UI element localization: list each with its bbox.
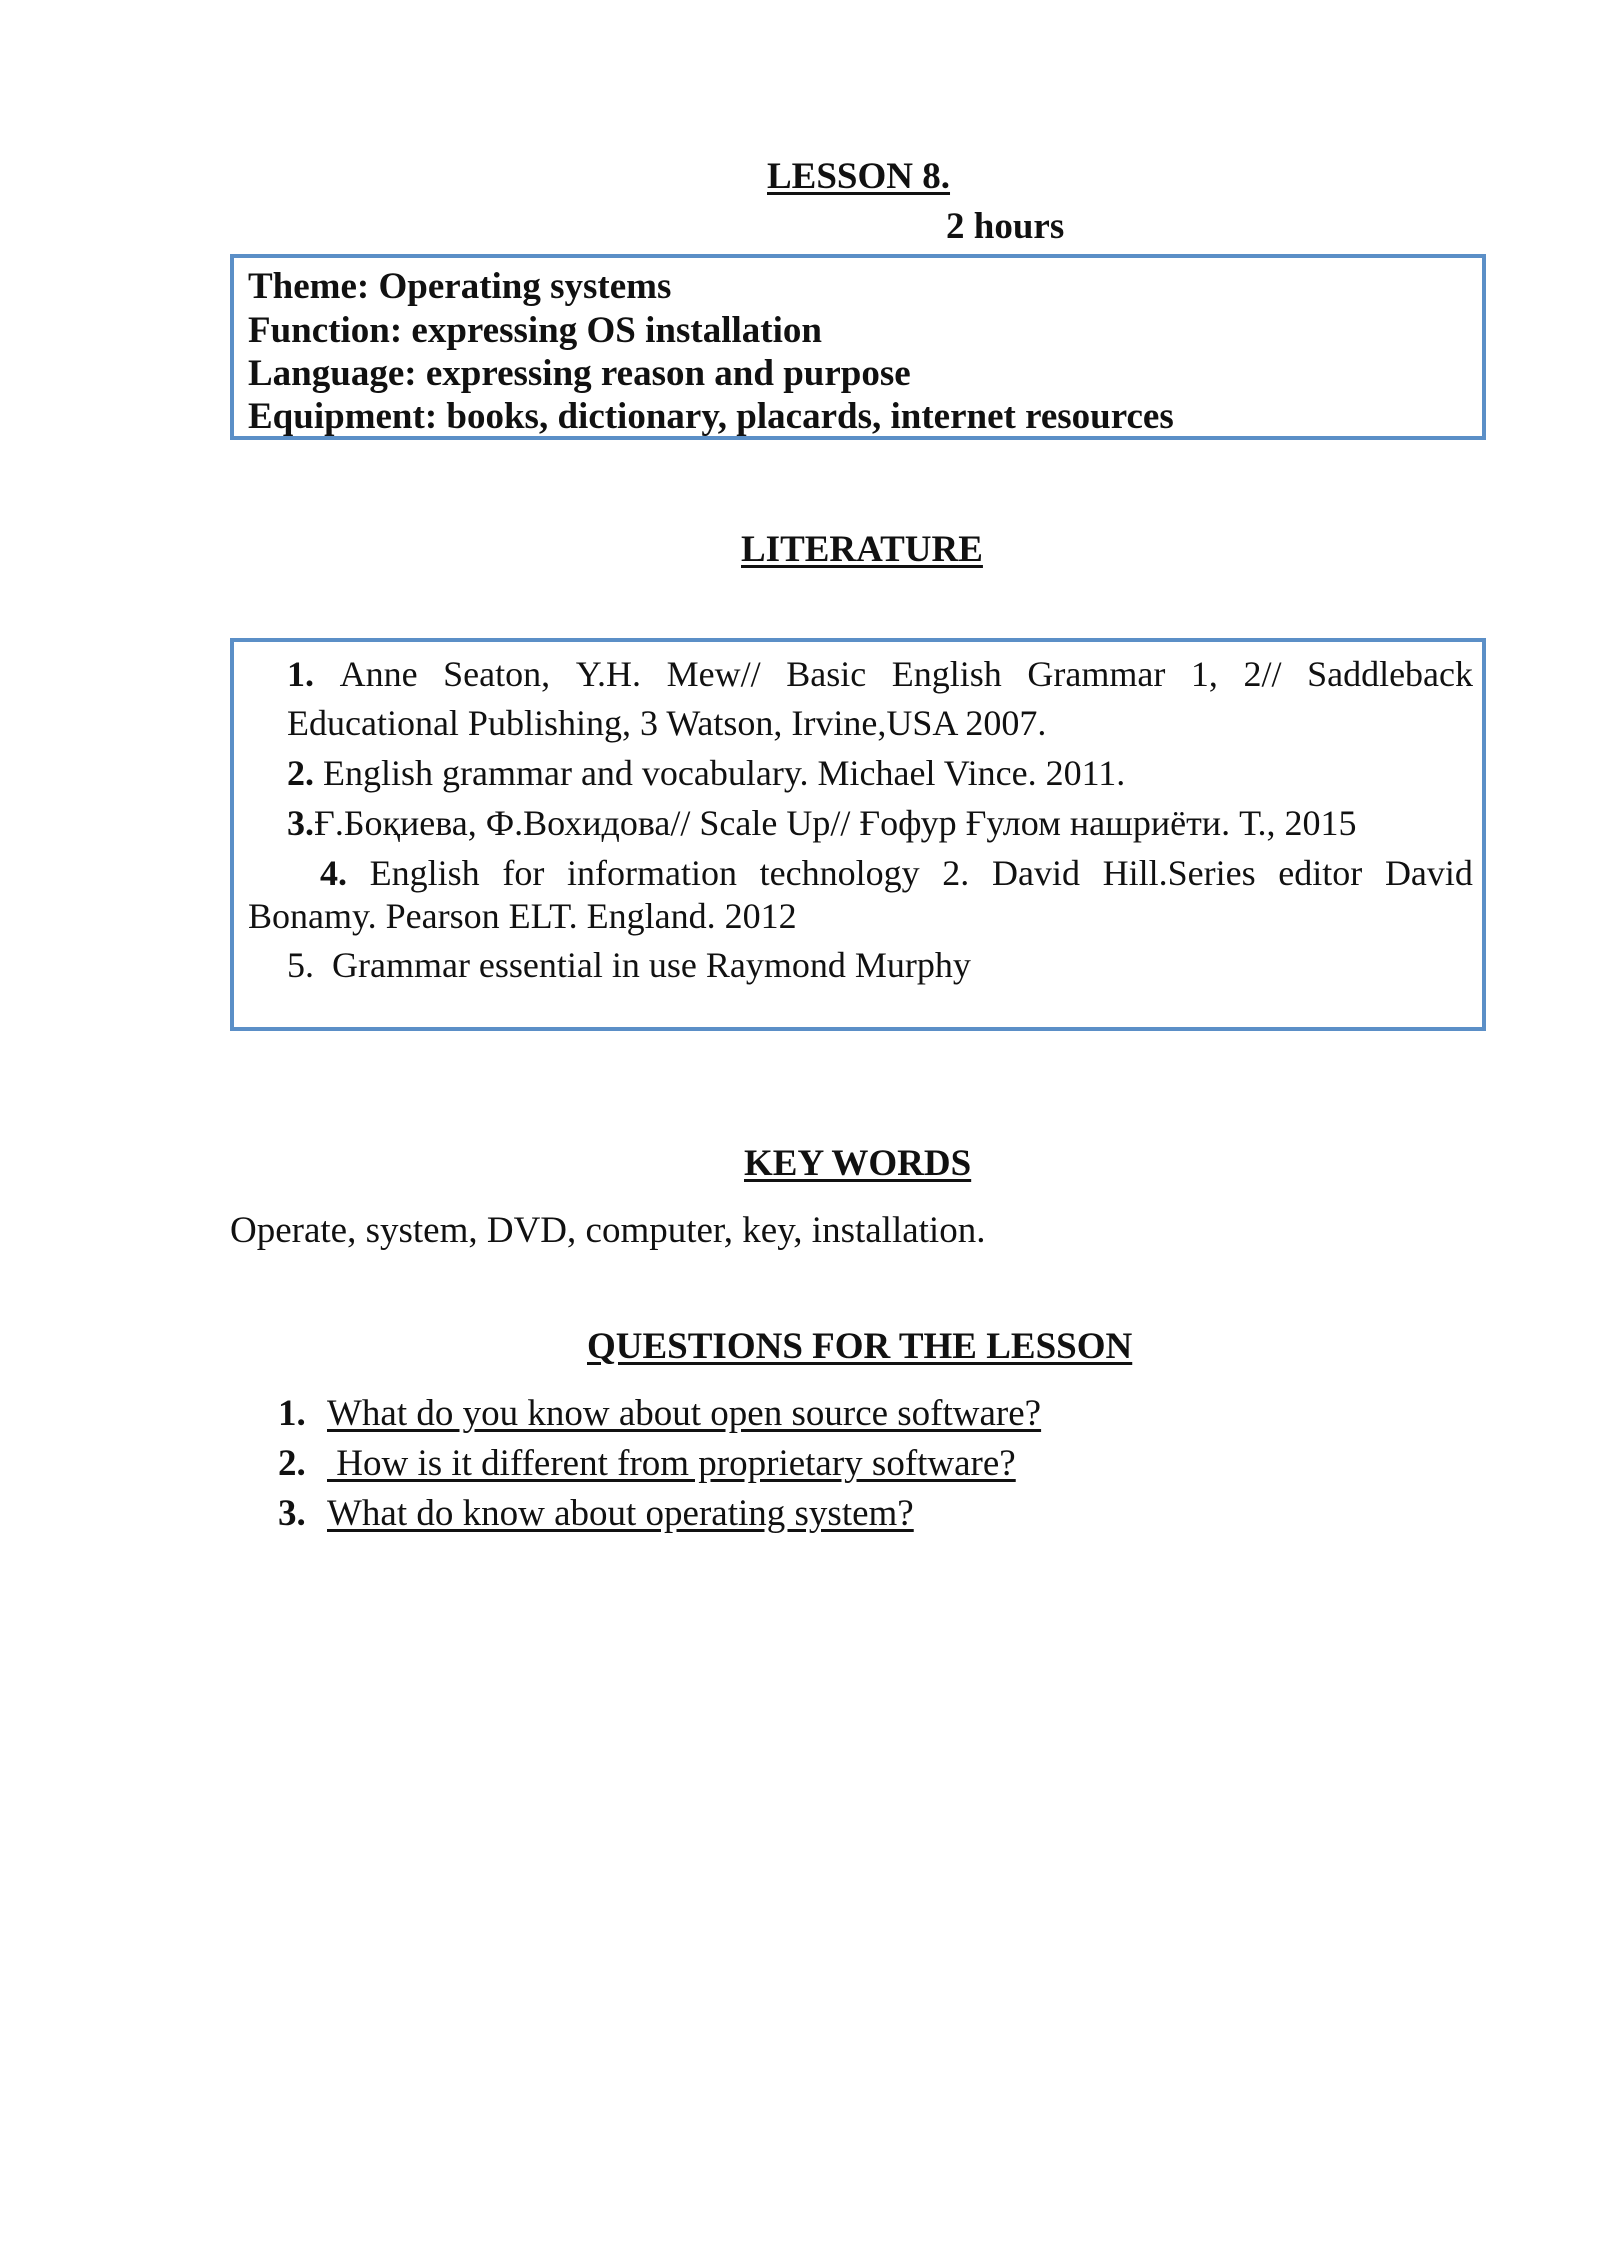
literature-item-1-word: Seaton,	[443, 654, 551, 694]
literature-item-4-word: David	[991, 853, 1080, 893]
literature-item-1-word: 2//	[1243, 654, 1282, 694]
question-1-text: What do you know about open source software?	[327, 1393, 1042, 1434]
literature-item-4-word: Hill.Series	[1102, 853, 1256, 893]
literature-item-2-text: English grammar and vocabulary. Michael Vince. 2011.	[314, 753, 1126, 793]
literature-box	[230, 638, 1486, 1031]
equipment-line: Equipment: books, dictionary, placards, internet resources	[248, 396, 1174, 437]
literature-item-1-word: Mew//	[666, 654, 761, 694]
question-3-text: What do know about operating system?	[327, 1493, 914, 1534]
lesson-title: LESSON 8.	[767, 156, 951, 197]
literature-item-4-number: 4.	[320, 853, 347, 893]
literature-item-1-word: Y.H.	[575, 654, 642, 694]
keywords-text: Operate, system, DVD, computer, key, installation.	[230, 1210, 986, 1251]
literature-item-1-word: Saddleback	[1307, 654, 1473, 694]
literature-item-3-text: Ғ.Боқиева, Ф.Вохидова// Scale Up// Ғофур Ғулом нашриёти. Т., 2015	[314, 803, 1357, 843]
keywords-heading: KEY WORDS	[744, 1143, 972, 1184]
literature-item-4-word: information	[567, 853, 737, 893]
literature-item-1-word: Basic	[786, 654, 867, 694]
lesson-info-box	[230, 254, 1486, 440]
literature-item-5: 5. Grammar essential in use Raymond Murphy	[287, 945, 971, 985]
literature-item-1-number: 1.	[287, 654, 314, 694]
function-line: Function: expressing OS installation	[248, 310, 822, 351]
language-line: Language: expressing reason and purpose	[248, 353, 911, 394]
literature-item-1-word: Grammar	[1027, 654, 1166, 694]
literature-item-4-continuation: Bonamy. Pearson ELT. England. 2012	[248, 896, 797, 936]
literature-item-1-word: Anne	[339, 654, 418, 694]
literature-item-4-word: David	[1384, 853, 1473, 893]
literature-item-3-number: 3.	[287, 803, 314, 843]
question-2-number: 2.	[278, 1443, 306, 1484]
literature-item-4-word: 2.	[942, 853, 970, 893]
literature-item-2-number: 2.	[287, 753, 314, 793]
question-1-number: 1.	[278, 1393, 306, 1434]
literature-item-1-continuation: Educational Publishing, 3 Watson, Irvine,USA 2007.	[287, 703, 1047, 743]
question-3-number: 3.	[278, 1493, 306, 1534]
literature-item-4-word: editor	[1278, 853, 1363, 893]
question-2-text: How is it different from proprietary software?	[327, 1443, 1016, 1484]
literature-item-1-word: English	[891, 654, 1002, 694]
literature-item-2	[287, 755, 1125, 791]
literature-item-4	[320, 855, 1473, 891]
literature-heading: LITERATURE	[741, 529, 983, 570]
literature-item-4-word: English	[369, 853, 480, 893]
lesson-duration: 2 hours	[946, 206, 1065, 247]
literature-item-3	[287, 805, 1356, 841]
literature-item-4-word: for	[502, 853, 545, 893]
literature-item-1-word: 1,	[1190, 654, 1218, 694]
literature-item-4-word: technology	[759, 853, 920, 893]
theme-line: Theme: Operating systems	[248, 266, 672, 307]
questions-heading: QUESTIONS FOR THE LESSON	[587, 1326, 1133, 1367]
literature-item-1	[287, 656, 1473, 692]
